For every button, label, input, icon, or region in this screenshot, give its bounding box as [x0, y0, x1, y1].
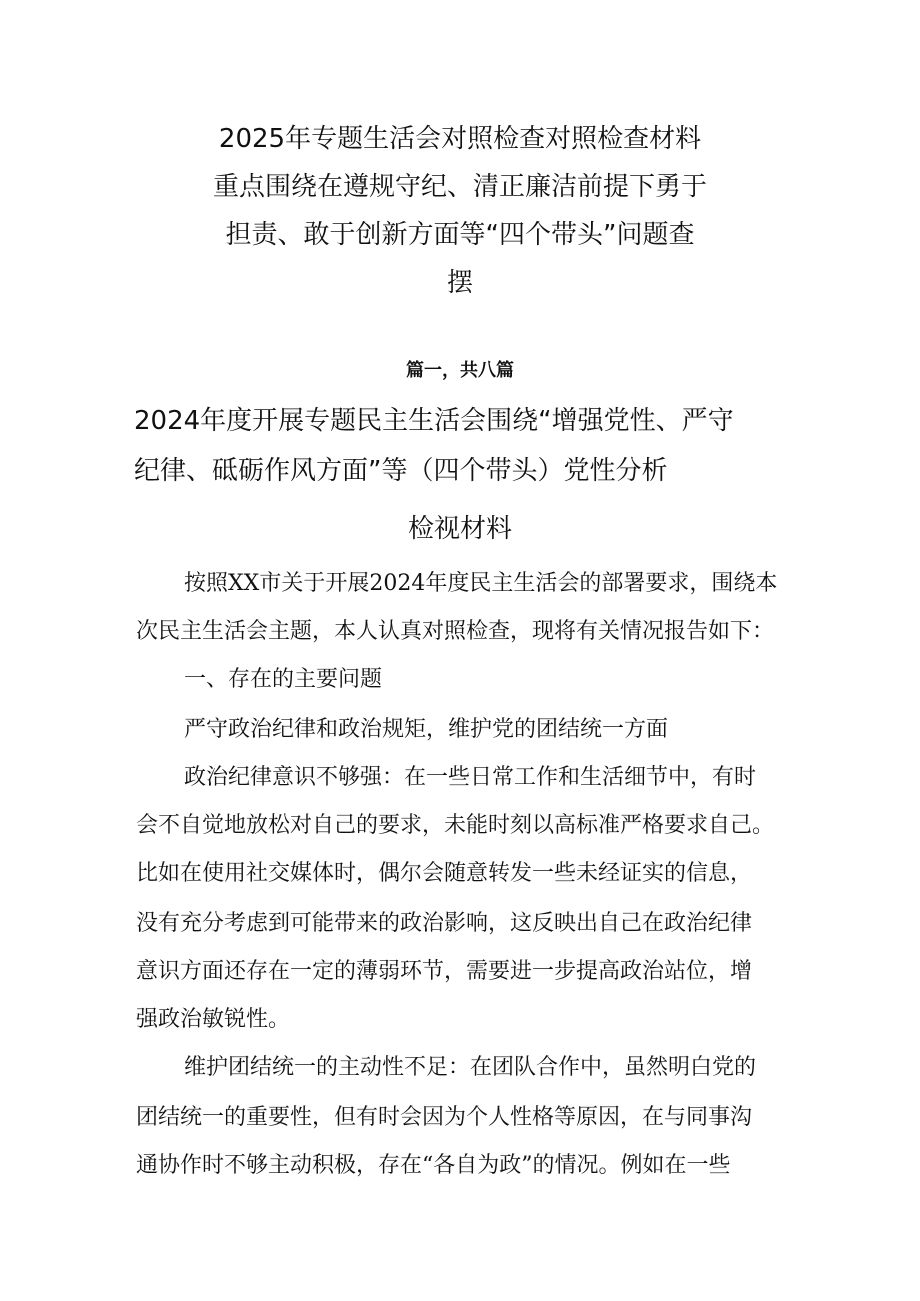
- intro-line-2: 次民主生活会主题，本人认真对照检查，现将有关情况报告如下：: [136, 619, 775, 644]
- section-heading: 一、存在的主要问题: [184, 667, 383, 692]
- paragraph2-line-3: 通协作时不够主动积极，存在“各自为政”的情况。例如在一些: [136, 1153, 731, 1178]
- subtitle-line-3: 检视材料: [407, 514, 512, 544]
- intro-line-1: 按照XX市关于开展2024年度民主生活会的部署要求，围绕本: [184, 571, 778, 596]
- subtitle-line-2: 纪律、砥砺作风方面”等（四个带头）党性分析: [134, 456, 668, 486]
- paragraph2-line-1: 维护团结统一的主动性不足：在团队合作中，虽然明白党的: [184, 1055, 757, 1080]
- paragraph2-line-2: 团结统一的重要性，但有时会因为个人性格等原因，在与同事沟: [136, 1105, 753, 1130]
- paragraph1-line-4: 没有充分考虑到可能带来的政治影响，这反映出自己在政治纪律: [136, 911, 753, 936]
- paragraph1-line-6: 强政治敏锐性。: [136, 1007, 291, 1032]
- subsection-heading: 严守政治纪律和政治规矩，维护党的团结统一方面: [184, 717, 669, 742]
- paragraph1-line-5: 意识方面还存在一定的薄弱环节，需要进一步提高政治站位，增: [136, 959, 753, 984]
- paragraph1-line-3: 比如在使用社交媒体时，偶尔会随意转发一些未经证实的信息，: [136, 861, 753, 886]
- main-title-line-4: 摆: [446, 268, 473, 298]
- main-title-line-2: 重点围绕在遵规守纪、清正廉洁前提下勇于: [212, 172, 707, 202]
- main-title-line-1: 2025年专题生活会对照检查对照检查材料: [218, 124, 702, 154]
- paragraph1-line-1: 政治纪律意识不够强：在一些日常工作和生活细节中，有时: [184, 765, 757, 790]
- section-note: 篇一，共八篇: [406, 360, 514, 381]
- subtitle-line-1: 2024年度开展专题民主生活会围绕“增强党性、严守: [134, 406, 734, 436]
- paragraph1-line-2: 会不自觉地放松对自己的要求，未能时刻以高标准严格要求自己。: [136, 813, 775, 838]
- main-title-line-3: 担责、敢于创新方面等“四个带头”问题查: [225, 220, 695, 250]
